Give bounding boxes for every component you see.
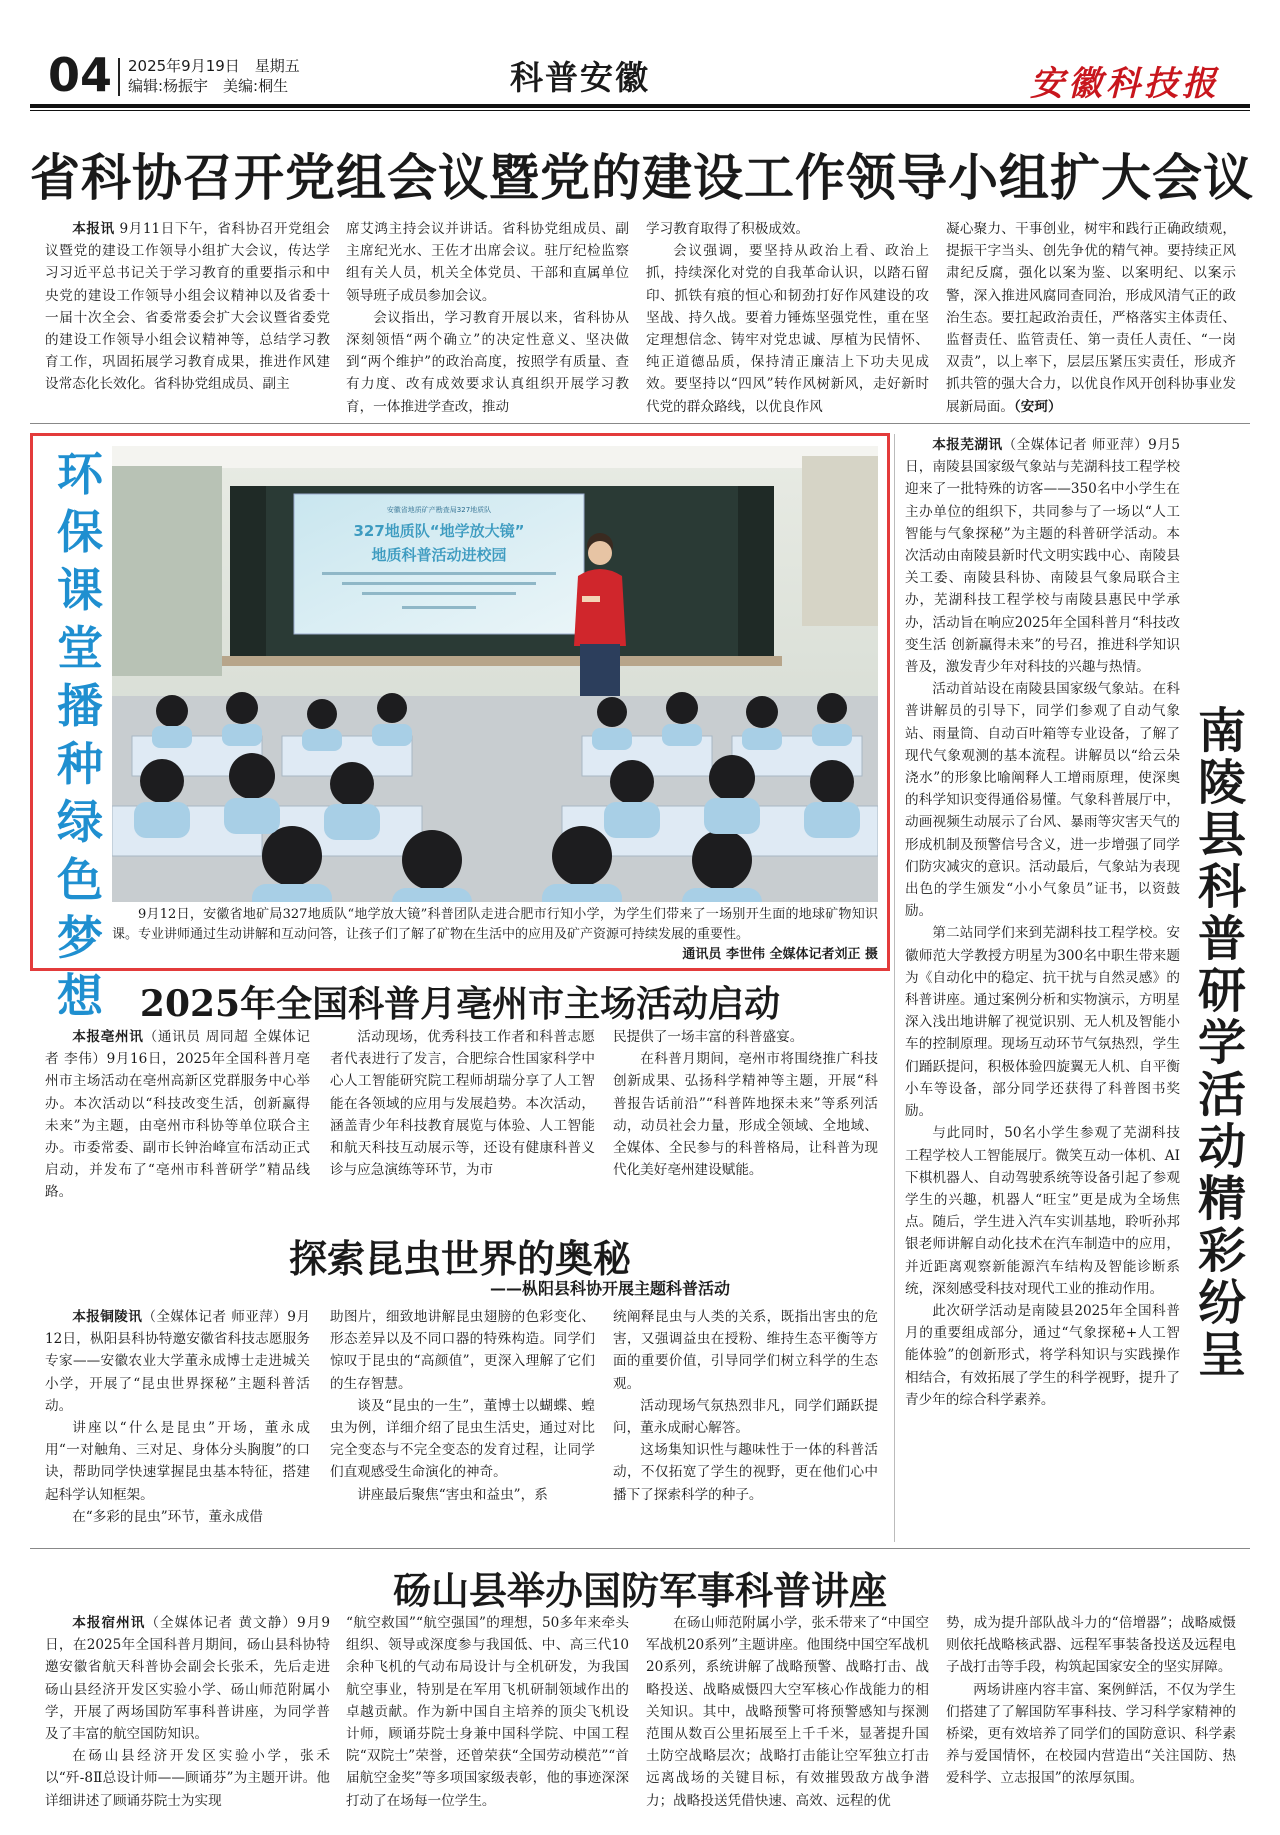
subhead-article4: ——枞阳县科协开展主题科普活动 <box>489 1279 730 1298</box>
dateline: 本报铜陵讯 <box>72 1309 143 1325</box>
byline: （安珂） <box>1013 398 1062 415</box>
article5-text: （全媒体记者 黄文静）9月9日，在2025年全国科普月期间，砀山县科协特邀安徽省航天科普协会副会长张禾，先后走进砀山县经济开发区实验小学、砀山师范附属小学，开展了两场国防军事科普讲座，为同学普及了丰富的航空国防知识。 <box>45 1615 330 1743</box>
article3-text: 活动现场，优秀科技工作者和科普志愿者代表进行了发言，合肥综合性国家科学中心人工智能研究院工程师胡瑞分享了人工智能在各领域的应用与发展趋势。本次活动，涵盖青少年科技教育展览与体验、人工智能和航天科技互动展示等，还设有健康科普义诊与应急演练等环节，为市 <box>330 1029 595 1179</box>
article4-text: 谈及“昆虫的一生”，董博士以蝴蝶、蝗虫为例，详细介绍了昆虫生活史，通过对比完全变态与不完全变态的发育过程，让同学们直观感受生命演化的神奇。 <box>330 1397 595 1481</box>
article3-text: 在科普月期间，亳州市将围绕推广科技创新成果、弘扬科学精神等主题，开展“科普报告话前沿”“科普阵地探未来”等系列活动，动员社会力量，形成全领域、全地域、全媒体、全民参与的科普格局，让科普为现代化美好亳州建设赋能。 <box>613 1051 878 1179</box>
article5-text: 在砀山师范附属小学，张禾带来了“中国空军战机20系列”主题讲座。他围绕中国空军战机20系列，系统讲解了战略预警、战略打击、战略投送、战略威慑四大空军核心作战能力的相关知识。其中，战略预警可将预警感知与探测范围从数百公里拓展至上千千米，显著提升国土防空战略层次；战略打击能让空军独立打击远离战场的关键目标，有效摧毁敌方战争潜力；战略投送凭借快速、高效、远程的优 <box>646 1615 929 1809</box>
article2-text: 与此同时，50名小学生参观了芜湖科技工程学校人工智能展厅。微笑互动一体机、AI下棋机器人、自动驾驶系统等设备引起了参观学生的兴趣，机器人“旺宝”更是成为全场焦点。随后，学生进入汽车实训基地，聆听孙邦银老师讲解自动化技术在汽车制造中的应用，并近距离观察新能源汽车结构及智能诊断系统，深刻感受科技对现代工业的推动作用。 <box>905 1125 1180 1297</box>
dateline: 本报讯 <box>72 221 115 237</box>
article4-text: 助图片，细致地讲解昆虫翅膀的色彩变化、形态差异以及不同口器的特殊构造。同学们惊叹于昆虫的“高颜值”，更深入理解了它们的生存智慧。 <box>330 1309 595 1392</box>
article1-text: 9月11日下午，省科协召开党组会议暨党的建设工作领导小组扩大会议，传达学习习近平总书记关于学习教育的重要指示和中央党的建设工作领导小组会议精神以及省委十一届十次全会、省委常委会扩大会议暨省委党的建设工作领导小组会议精神等，总结学习教育工作，巩固拓展学习教育成果，推进作风建设常态化长效化。省科协党组成员、副主 <box>45 221 330 393</box>
photo-caption <box>112 905 878 965</box>
headline-article4: 探索昆虫世界的奥秘 <box>288 1236 631 1281</box>
article4-col2 <box>330 1306 595 1538</box>
dateline: 本报宿州讯 <box>72 1615 146 1631</box>
section-name: 科普安徽 <box>510 58 650 97</box>
article4-col1 <box>45 1306 310 1538</box>
article4-text: 活动现场气氛热烈非凡，同学们踊跃提问，董永成耐心解答。 <box>613 1397 878 1437</box>
header-rule <box>30 104 1250 108</box>
article3-col3 <box>613 1026 878 1226</box>
article1-col4 <box>946 218 1236 418</box>
article1-text: 席艾鸿主持会议并讲话。省科协党组成员、副主席纪光水、王佐才出席会议。驻厅纪检监察组有关人员，机关全体党员、干部和直属单位领导班子成员参加会议。 <box>346 221 629 304</box>
article4-text: 讲座最后聚焦“害虫和益虫”，系 <box>357 1486 548 1503</box>
article2-text: 此次研学活动是南陵县2025年全国科普月的重要组成部分，通过“气象探秘+人工智能体验”的创新形式，将学科知识与实践操作相结合，有效拓展了学生的科学视野，提升了青少年的综合科学素养。 <box>905 1302 1180 1408</box>
screen-org: 安徽省地质矿产勘查局327地质队 <box>386 506 492 514</box>
article3-text: 民提供了一场丰富的科普盛宴。 <box>613 1029 804 1045</box>
section-rule <box>30 423 1250 424</box>
header-divider <box>118 58 120 96</box>
headline-article3: 2025年全国科普月亳州市主场活动启动 <box>139 983 781 1025</box>
photo-credit: 通讯员 李世伟 全媒体记者刘正 摄 <box>682 947 878 962</box>
issue-date: 2025年9月19日 星期五 <box>128 57 300 75</box>
article2-text: 活动首站设在南陵县国家级气象站。在科普讲解员的引导下，同学们参观了自动气象站、雨量筒、自动百叶箱等专业设备，了解了现代气象观测的基本流程。讲解员以“给云朵浇水”的形象比喻阐释人工增雨原理，使深奥的科学知识变得通俗易懂。气象科普展厅中，动画视频生动展示了台风、暴雨等灾害天气的形成机制及预警信号含义，进一步增强了同学们防灾减灾的意识。活动最后，气象站为表现出色的学生颁发“小小气象员”证书，以资鼓励。 <box>905 681 1180 920</box>
article4-text: （全媒体记者 师亚萍）9月12日，枞阳县科协特邀安徽省科技志愿服务专家——安徽农业大学董永成博士走进城关小学，开展了“昆虫世界探秘”主题科普活动。 <box>45 1309 310 1414</box>
article5-text: 在砀山县经济开发区实验小学，张禾以“歼-8Ⅱ总设计师——顾诵芬”为主题开讲。他详细讲述了顾诵芬院士为实现 <box>45 1748 330 1809</box>
article3-col1 <box>45 1026 310 1226</box>
article2-body <box>905 434 1180 1494</box>
headline-article1: 省科协召开党组会议暨党的建设工作领导小组扩大会议 <box>30 149 1254 207</box>
article1-col2 <box>346 218 629 418</box>
article5-text: 两场讲座内容丰富、案例鲜活，不仅为学生们搭建了了解国防军事科技、学习科学家精神的桥梁，更有效培养了同学们的国防意识、科学素养与爱国情怀，在校园内营造出“关注国防、热爱科学、立志报国”的浓厚氛围。 <box>946 1681 1236 1787</box>
headline-article2: 南陵县科普研学活动精彩纷呈 <box>1197 703 1246 1383</box>
screen-title-2: 地质科普活动进校园 <box>371 546 507 564</box>
article3-col2 <box>330 1026 595 1226</box>
article5-text: “航空救国”“航空强国”的理想，50多年来牵头组织、领导或深度参与我国低、中、高三代10余种飞机的气动布局设计与全机研发，为我国航空事业，特别是在军用飞机研制领域作出的卓越贡献。作为新中国自主培养的顶尖飞机设计师，顾诵芬院士身兼中国科学院、中国工程院“双院士”荣誉，还曾荣获“全国劳动模范”“首届航空金奖”等多项国家级表彰，他的事迹深深打动了在场每一位学生。 <box>346 1615 629 1809</box>
article5-col3 <box>646 1612 929 1827</box>
section-rule <box>30 1548 1250 1549</box>
article1-col3 <box>646 218 929 418</box>
article5-col2 <box>346 1612 629 1827</box>
article4-text: 统阐释昆虫与人类的关系，既指出害虫的危害，又强调益虫在授粉、维持生态平衡等方面的重要价值，引导同学们树立科学的生态观。 <box>613 1309 878 1392</box>
column-separator <box>894 434 895 1542</box>
newspaper-masthead: 安徽科技报 <box>1030 64 1220 104</box>
article1-col1 <box>45 218 330 418</box>
article2-text: 第二站同学们来到芜湖科技工程学校。安徽师范大学教授方明星为300名中职生带来题为《自动化中的稳定、抗干扰与自然灵感》的科普讲座。通过案例分析和实物演示，方明星深入浅出地讲解了视觉识别、无人机及智能小车的控制原理。现场互动环节气氛热烈，学生们踊跃提问，积极体验四旋翼无人机、自平衡小车等设备，部分同学还获得了科普图书奖励。 <box>905 925 1180 1120</box>
article1-text: 学习教育取得了积极成效。 <box>646 221 810 237</box>
article2-text: （全媒体记者 师亚萍）9月5日，南陵县国家级气象站与芜湖科技工程学校迎来了一批特殊的访客——350名中小学生在主办单位的组织下，共同参与了一场以“人工智能与气象探秘”为主题的科普研学活动。本次活动由南陵县新时代文明实践中心、南陵县关工委、南陵县科协、南陵县气象局联合主办，芜湖科技工程学校与南陵县惠民中学承办，活动旨在响应2025年全国科普月“科技改变生活 创新赢得未来”的号召，推进科学知识普及，激发青少年对科技的兴趣与热情。 <box>905 437 1180 676</box>
article5-text: 势，成为提升部队战斗力的“倍增器”；战略威慑则依托战略核武器、远程军事装备投送及远程电子战打击等手段，构筑起国家安全的坚实屏障。 <box>946 1615 1236 1676</box>
article4-col3 <box>613 1306 878 1538</box>
article4-text: 在“多彩的昆虫”环节，董永成借 <box>72 1508 263 1525</box>
article5-col1 <box>45 1612 330 1827</box>
article3-text: （通讯员 周同超 全媒体记者 李伟）9月16日，2025年全国科普月亳州市主场活动在亳州高新区党群服务中心举办。本次活动以“科技改变生活，创新赢得未来”为主题，由亳州市科协等单位联合主办。市委常委、副市长钟治峰宣布活动正式启动，并发布了“亳州市科普研学”精品线路。 <box>45 1029 310 1201</box>
screen-title-1: 327地质队“地学放大镜” <box>353 522 525 540</box>
headline-article5: 砀山县举办国防军事科普讲座 <box>392 1568 887 1613</box>
article5-col4 <box>946 1612 1236 1827</box>
article4-text: 这场集知识性与趣味性于一体的科普活动，不仅拓宽了学生的视野，更在他们心中播下了探索科学的种子。 <box>613 1442 878 1503</box>
caption-text: 9月12日，安徽省地矿局327地质队“地学放大镜”科普团队走进合肥市行知小学，为学生们带来了一场别开生面的地球矿物知识课。专业讲师通过生动讲解和互动问答，让孩子们了解了矿物在生活中的应用及矿产资源可持续发展的重要性。 <box>112 907 878 942</box>
classroom-photo <box>112 446 878 902</box>
editor-credits: 编辑:杨振宇 美编:桐生 <box>128 77 289 95</box>
dateline: 本报芜湖讯 <box>932 437 1003 453</box>
article4-text: 讲座以“什么是昆虫”开场，董永成用“一对触角、三对足、身体分头胸腹”的口诀，帮助同学快速掌握昆虫基本特征，搭建起科学认知框架。 <box>45 1420 310 1503</box>
article1-text: 会议强调，要坚持从政治上看、政治上抓，持续深化对党的自我革命认识，以踏石留印、抓铁有痕的恒心和韧劲打好作风建设的攻坚战、持久战。要着力锤炼坚强党性，重在坚定理想信念、铸牢对党忠诚、厚植为民情怀、纯正道德品质，保持清正廉洁上下功夫见成效。要坚持以“四风”转作风树新风，走好新时代党的群众路线，以优良作风 <box>646 243 929 415</box>
dateline: 本报亳州讯 <box>72 1029 144 1045</box>
feature-title: 环保课堂播种绿色梦想 <box>57 447 103 1023</box>
article1-text: 凝心聚力、干事创业，树牢和践行正确政绩观，提振干字当头、创先争优的精气神。要持续正风肃纪反腐，强化以案为鉴、以案明纪、以案示警，深入推进风腐同查同治，形成风清气正的政治生态。要扛起政治责任，严格落实主体责任、监督责任、监管责任、第一责任人责任、“一岗双责”，以上率下，层层压紧压实责任，形成齐抓共管的强大合力，以优良作风开创科协事业发展新局面。 <box>946 221 1236 415</box>
header-rule-thin <box>30 110 1250 111</box>
page-number: 04 <box>48 48 113 102</box>
article1-text: 会议指出，学习教育开展以来，省科协从深刻领悟“两个确立”的决定性意义、坚决做到“两个维护”的政治高度，按照学有质量、查有力度、改有成效要求认真组织开展学习教育，一体推进学查改，推动 <box>346 309 629 415</box>
